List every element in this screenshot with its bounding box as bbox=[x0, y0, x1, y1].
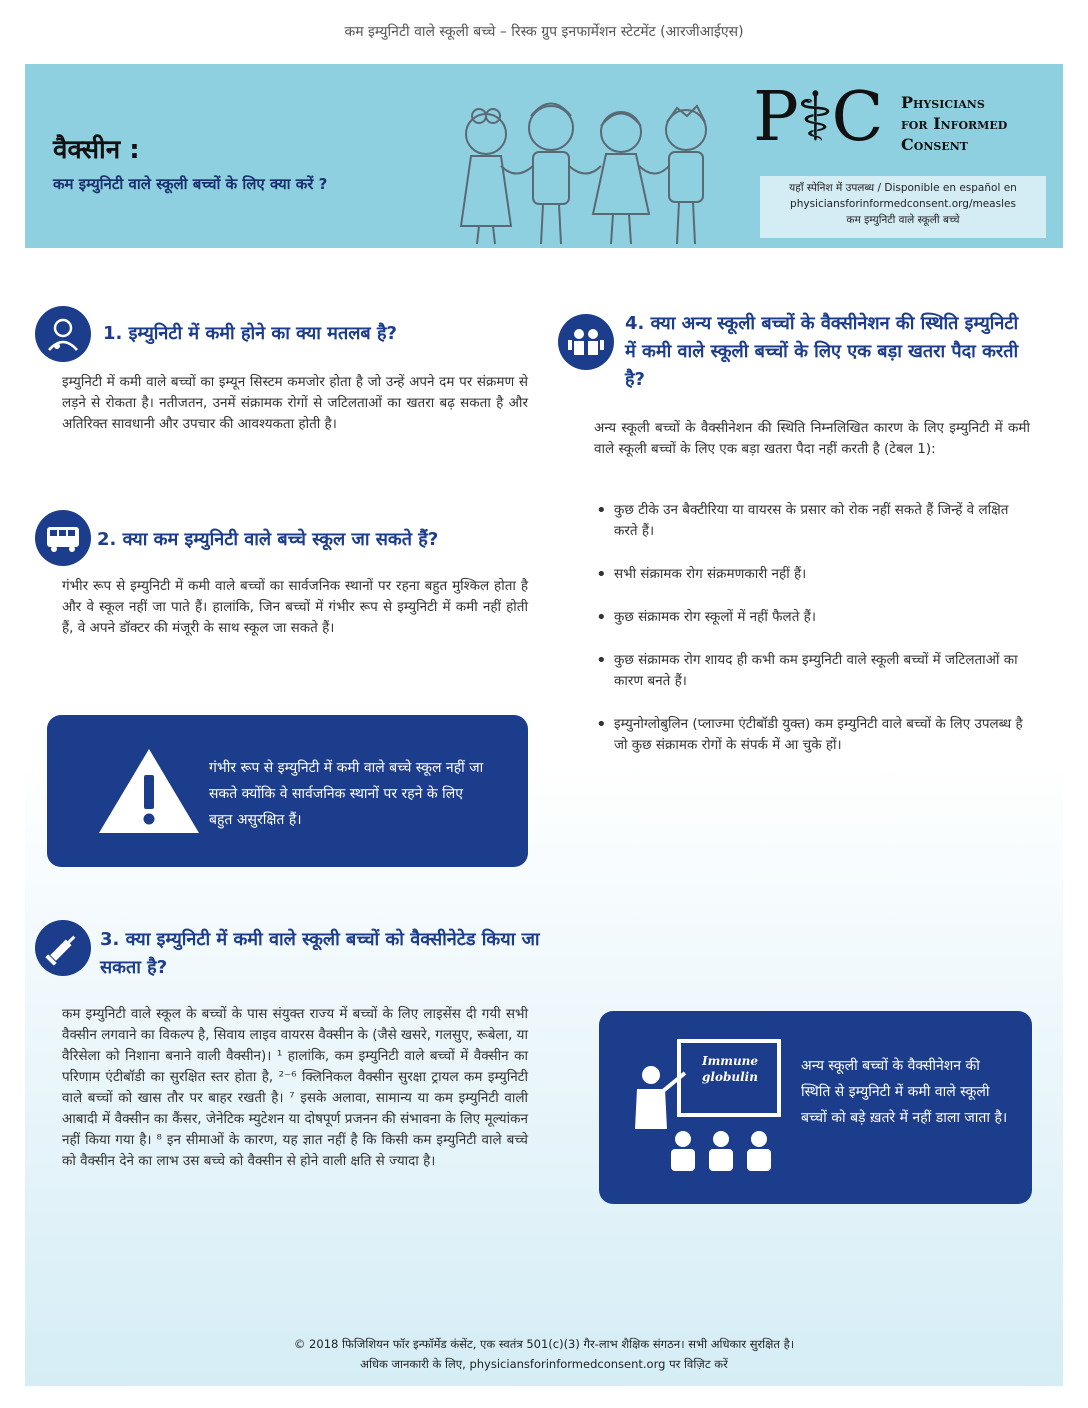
board-line: globulin bbox=[702, 1070, 758, 1084]
info-box-text: अन्य स्कूली बच्चों के वैक्सीनेशन की स्थिति से इम्युनिटी में कमी वाले स्कूली बच्चों को बड़े ख़तरे में नहीं डाला जाता है। bbox=[801, 1058, 1008, 1126]
page-subtitle: कम इम्युनिटी वाले स्कूली बच्चों के लिए क्या करें ? bbox=[53, 175, 328, 193]
reasons-list bbox=[594, 500, 1034, 778]
answer-1: इम्युनिटी में कमी वाले बच्चों का इम्यून सिस्टम कमजोर होता है जो उन्हें अपने दम पर संक्रमण से लड़ने से रोकता है। नतीजतन, उनमें संक्रामक रोगों से जटिलताओं का खतरा बढ़ सकता है और अतिरिक्त सावधानी और उपचार की आवश्यकता होती है। bbox=[62, 374, 528, 432]
children-group-icon bbox=[558, 314, 614, 370]
logo-line: for Informed bbox=[901, 114, 1008, 133]
list-item: • इम्युनोग्लोबुलिन (प्लाज्मा एंटीबॉडी युक्त) कम इम्युनिटी वाले बच्चों के लिए उपलब्ध है जो कुछ संक्रामक रोगों के संपर्क में आ चुके हों। bbox=[594, 714, 1034, 756]
answer-2: गंभीर रूप से इम्युनिटी में कमी वाले बच्चों का सार्वजनिक स्थानों पर रहना बहुत मुश्किल होता है और वे स्कूल नहीं जा पाते हैं। हालांकि, जिन बच्चों में गंभीर रूप से इम्युनिटी में कमी नहीं होती हैं, वे अपने डॉक्टर की मंजूरी के साथ स्कूल जा सकते हैं। bbox=[62, 578, 528, 636]
syringe-icon bbox=[35, 920, 91, 976]
document-top-title: कम इम्युनिटी वाले स्कूली बच्चे – रिस्क ग्रुप इनफार्मेशन स्टेटमेंट (आरजीआईएस) bbox=[344, 24, 744, 40]
copyright: © 2018 फिजिशियन फॉर इन्फॉर्मेड कंसेंट, एक स्वतंत्र 501(c)(3) गैर-लाभ शैक्षिक संगठन। सभी अधिकार सुरक्षित है। bbox=[293, 1337, 795, 1351]
logo-wordmark bbox=[901, 92, 1007, 155]
lang-line: यहाँ स्पेनिश में उपलब्ध / Disponible en español en bbox=[789, 182, 1017, 194]
school-bus-icon bbox=[35, 510, 91, 566]
immune-globulin-box bbox=[599, 1011, 1032, 1204]
header-banner bbox=[25, 64, 1063, 248]
lang-line: कम इम्युनिटी वाले स्कूली बच्चे bbox=[846, 214, 960, 226]
question-2: 2. क्या कम इम्युनिटी वाले बच्चे स्कूल जा सकते हैं? bbox=[97, 529, 439, 550]
question-1: 1. इम्युनिटी में कमी होने का क्या मतलब है? bbox=[103, 323, 397, 344]
footer bbox=[0, 1334, 1088, 1374]
list-item: • सभी संक्रामक रोग संक्रमणकारी नहीं हैं। bbox=[594, 564, 1034, 585]
question-4: 4. क्या अन्य स्कूली बच्चों के वैक्सीनेशन की स्थिति इम्युनिटी में कमी वाले स्कूली बच्चों के लिए एक बड़ा खतरा पैदा करती है? bbox=[625, 313, 1019, 390]
blackboard-text bbox=[695, 1053, 765, 1085]
list-item: • कुछ संक्रामक रोग शायद ही कभी कम इम्युनिटी वाले स्कूली बच्चों में जटिलताओं का कारण बनते हैं। bbox=[594, 650, 1034, 692]
page-title: वैक्सीन : bbox=[53, 135, 140, 165]
logo-line: Physicians bbox=[901, 93, 985, 112]
board-line: Immune bbox=[701, 1054, 759, 1068]
list-item: • कुछ संक्रामक रोग स्कूलों में नहीं फैलते हैं। bbox=[594, 607, 1034, 628]
website-note: अधिक जानकारी के लिए, physiciansforinformedconsent.org पर विज़िट करें bbox=[360, 1357, 728, 1371]
answer-4-intro: अन्य स्कूली बच्चों के वैक्सीनेशन की स्थिति निम्नलिखित कारण के लिए इम्युनिटी में कमी वाले स्कूली बच्चों के लिए एक बड़ा खतरा पैदा नहीं करती है (टेबल 1): bbox=[594, 420, 1030, 457]
list-item: • कुछ टीके उन बैक्टीरिया या वायरस के प्रसार को रोक नहीं सकते हैं जिन्हें वे लक्षित करते हैं। bbox=[594, 500, 1034, 542]
answer-3: कम इम्युनिटी वाले स्कूल के बच्चों के पास संयुक्त राज्य में बच्चों के लिए लाइसेंस दी गयी सभी वैक्सीन लगवाने का विकल्प है, सिवाय लाइव वायरस वैक्सीन के (जैसे खसरे, गलसुए, रूबेला, या वैरिसेला को निशाना बनाने वाली वैक्सीन)। ¹ हालांकि, कम इम्युनिटी वाले बच्चों में वैक्सीन का परिणाम एंटीबॉडी का सुरक्षित स्तर होता है, ²⁻⁶ क्लिनिकल वैक्सीन सुरक्षा ट्रायल कम इम्युनिटी वाले बच्चों को खास तौर पर बाहर रखती है। ⁷ इसके अलावा, सामान्य या कम इम्युनिटी वाली आबादी में वैक्सीन का कैंसर, जेनेटिक म्युटेशन या दोषपूर्ण प्रजनन की संभावना के लिए मूल्यांकन नहीं किया गया है। ⁸ इन सीमाओं के कारण, यह ज्ञात नहीं है कि किसी कम इम्युनिटी वाले बच्चे को वैक्सीन देने का लाभ उस बच्चे को वैक्सीन से होने वाली क्षति से ज्यादा है। bbox=[62, 1006, 528, 1169]
children-illustration bbox=[441, 86, 721, 246]
warning-text: गंभीर रूप से इम्युनिटी में कमी वाले बच्चे स्कूल नहीं जा सकते क्योंकि वे सार्वजनिक स्थानों पर रहने के लिए बहुत असुरक्षित हैं। bbox=[209, 760, 484, 828]
pic-logo: P⚕C bbox=[753, 78, 882, 157]
language-availability-box bbox=[760, 176, 1046, 238]
warning-box bbox=[47, 715, 528, 867]
question-3: 3. क्या इम्युनिटी में कमी वाले स्कूली बच्चों को वैक्सीनेटेड किया जा सकता है? bbox=[100, 929, 540, 978]
logo-line: Consent bbox=[901, 135, 968, 154]
doctor-icon bbox=[35, 306, 91, 362]
warning-icon bbox=[93, 743, 205, 839]
lang-url[interactable]: physiciansforinformedconsent.org/measles bbox=[790, 198, 1016, 210]
